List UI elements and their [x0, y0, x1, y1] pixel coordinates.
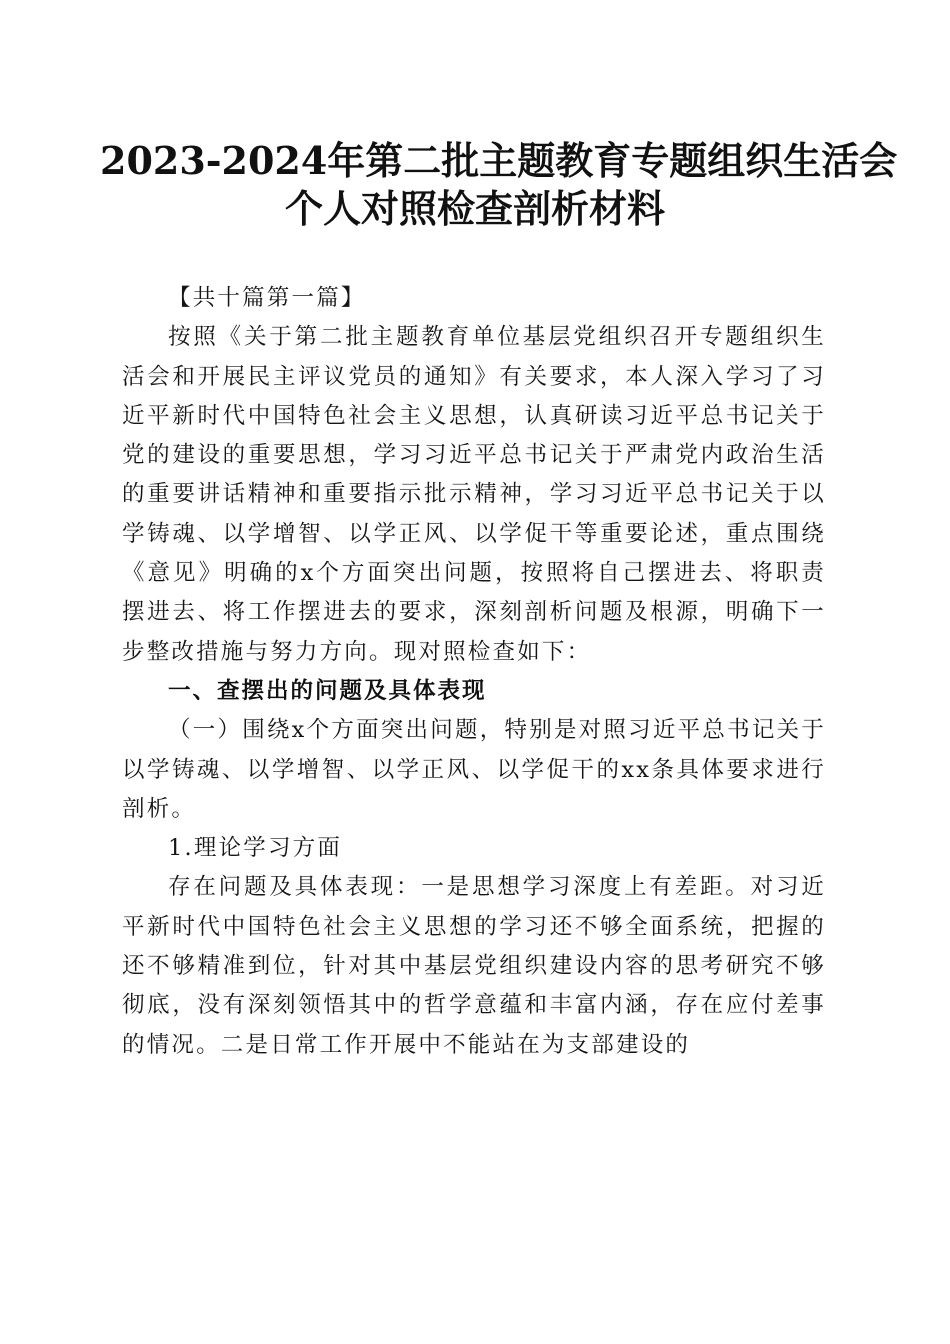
document-title-line-2: 个人对照检查剖析材料 [284, 186, 665, 231]
section-heading: 一、查摆出的问题及具体表现 [168, 677, 487, 704]
intro-paragraph: 按照《关于第二批主题教育单位基层党组织召开专题组织生活会和开展民主评议党员的通知》有关要求，本人深入学习了习近平新时代中国特色社会主义思想，认真研读习近平总书记关于党的建设的重要思想，学习习近平总书记关于严肃党内政治生活的重要讲话精神和重要指示批示精神，学习习近平总书记关于以学铸魂、以学增智、以学正风、以学促干等重要论述，重点围绕《意见》明确的x个方面突出问题，按照将自己摆进去、将职责摆进去、将工作摆进去的要求，深刻剖析问题及根源，明确下一步整改措施与努力方向。现对照检查如下： [122, 324, 826, 665]
document-title-line-1: 2023-2024年第二批主题教育专题组织生活会 [100, 138, 898, 183]
subsection-paragraph: （一）围绕x个方面突出问题，特别是对照习近平总书记关于以学铸魂、以学增智、以学正风、以学促干的xx条具体要求进行剖析。 [122, 717, 826, 822]
series-note: 【共十篇第一篇】 [168, 285, 366, 311]
item-body-paragraph: 存在问题及具体表现：一是思想学习深度上有差距。对习近平新时代中国特色社会主义思想的学习还不够全面系统，把握的还不够精准到位，针对其中基层党组织建设内容的思考研究不够彻底，没有深刻领悟其中的哲学意蕴和丰富内涵，存在应付差事的情况。二是日常工作开展中不能站在为支部建设的 [122, 874, 826, 1058]
document-body [122, 279, 826, 1065]
item-heading: 1.理论学习方面 [168, 835, 343, 862]
